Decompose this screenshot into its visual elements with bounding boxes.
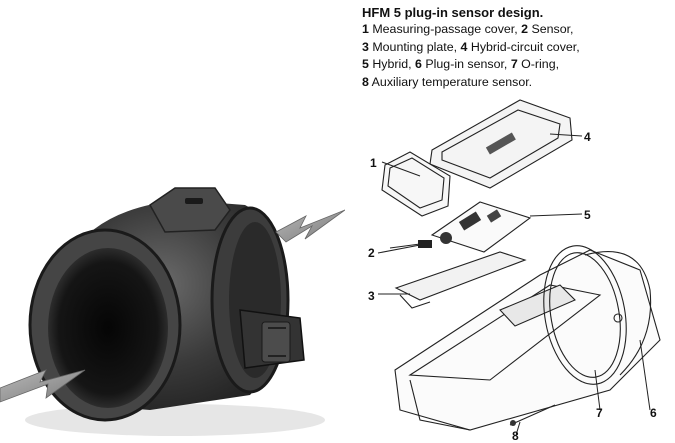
caption-text-6: Plug-in sensor, (421, 57, 511, 72)
callout-5: 5 (584, 208, 591, 222)
caption-num-8: 8 (362, 74, 369, 89)
caption-num-5: 5 (362, 57, 369, 72)
caption-text-2: Sensor, (528, 22, 574, 37)
figure-caption (362, 4, 672, 91)
caption-num-6: 6 (415, 57, 422, 72)
caption-text-3: Mounting plate, (368, 39, 461, 54)
sensor-mount-top (150, 188, 230, 232)
caption-num-2: 2 (521, 22, 529, 37)
airflow-inlet-arrow (276, 210, 345, 242)
sensor-mount-slot (185, 198, 203, 204)
caption-text-8: Auxiliary temperature sensor. (368, 74, 533, 89)
caption-num-1: 1 (362, 22, 369, 37)
caption-text-7: O-ring, (517, 57, 560, 72)
caption-line-3 (362, 56, 672, 73)
hybrid-board (432, 202, 530, 252)
callout-3: 3 (368, 289, 375, 303)
sensor-housing-photo (0, 170, 345, 439)
caption-num-7: 7 (510, 57, 518, 72)
callout-7: 7 (596, 406, 603, 420)
caption-num-4: 4 (460, 39, 468, 54)
callout-4: 4 (584, 130, 591, 144)
callout-8: 8 (512, 429, 519, 443)
caption-text-1: Measuring-passage cover, (368, 22, 522, 37)
hybrid-circuit-cover (430, 100, 572, 188)
caption-line-2 (362, 39, 672, 56)
exploded-view-drawing (350, 90, 675, 439)
caption-text-5: Hybrid, (368, 57, 416, 72)
callout-6: 6 (650, 406, 657, 420)
caption-num-3: 3 (362, 39, 369, 54)
caption-line-4 (362, 74, 672, 91)
callout-2: 2 (368, 246, 375, 260)
caption-text-4: Hybrid-circuit cover, (467, 39, 580, 54)
caption-title: HFM 5 plug-in sensor design. (362, 5, 544, 20)
caption-line-1 (362, 21, 672, 38)
callout-1: 1 (370, 156, 377, 170)
